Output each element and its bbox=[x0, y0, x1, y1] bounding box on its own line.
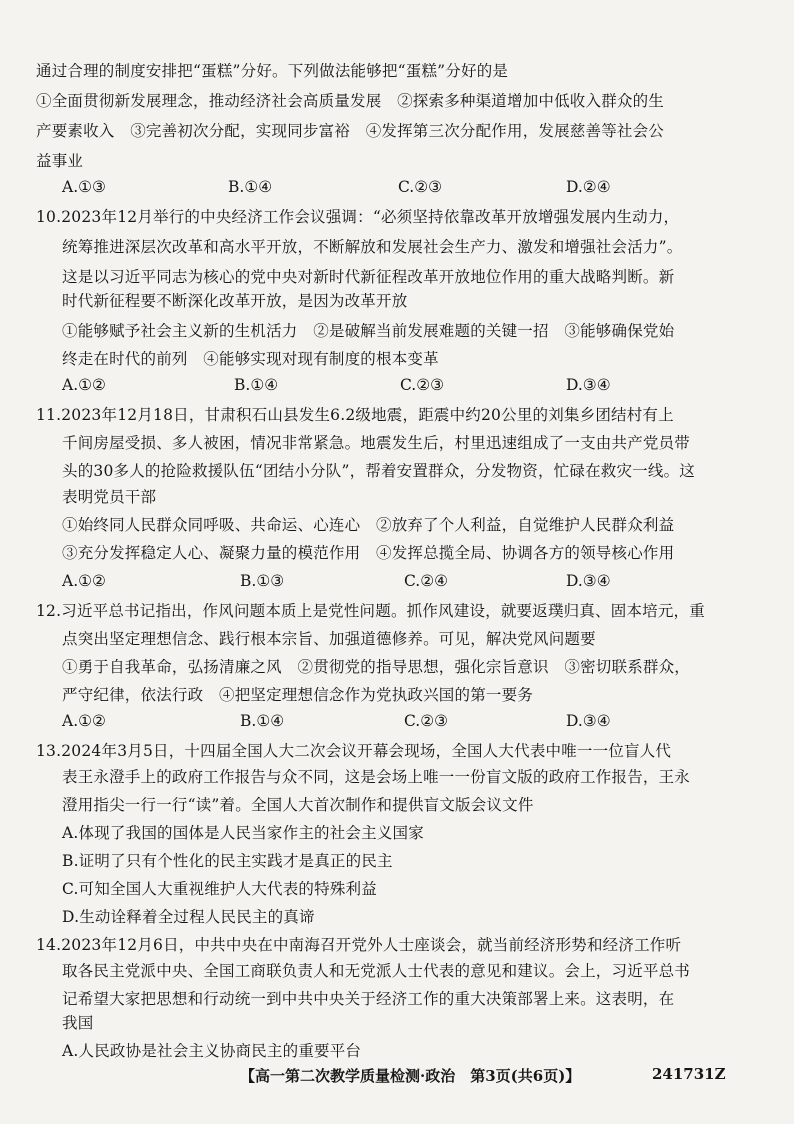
q10-stem-3: 这是以习近平同志为核心的党中央对新时代新征程改革开放地位作用的重大战略判断。新 bbox=[62, 268, 675, 286]
exam-code: 241731Z bbox=[652, 1065, 726, 1083]
q14-stem-4: 我国 bbox=[62, 1014, 94, 1032]
q13-stem-1: 13.2024年3月5日，十四届全国人大二次会议开幕会现场，全国人大代表中唯一一位盲人代 bbox=[36, 742, 672, 760]
q9-statement-3: 益事业 bbox=[36, 152, 84, 170]
q11-stem-1: 11.2023年12月18日，甘肃积石山县发生6.2级地震，距震中约20公里的刘集乡团结村有上 bbox=[36, 406, 674, 424]
q13-option-d: D.生动诠释着全过程人民民主的真谛 bbox=[62, 908, 315, 926]
q13-stem-3: 澄用指尖一行一行“读”着。全国人大首次制作和提供盲文版会议文件 bbox=[62, 796, 534, 814]
q14-stem-2: 取各民主党派中央、全国工商联负责人和无党派人士代表的意见和建议。会上，习近平总书 bbox=[62, 962, 691, 980]
q14-stem-1: 14.2023年12月6日，中共中央在中南海召开党外人士座谈会，就当前经济形势和经济工作听 bbox=[36, 936, 682, 954]
q12-option-d: D.③④ bbox=[566, 712, 611, 730]
q9-stem-tail: 通过合理的制度安排把“蛋糕”分好。下列做法能够把“蛋糕”分好的是 bbox=[36, 62, 509, 80]
q10-option-b: B.①④ bbox=[234, 376, 279, 394]
q12-option-a: A.①② bbox=[62, 712, 106, 730]
q10-statement-1: ①能够赋予社会主义新的生机活力 ②是破解当前发展难题的关键一招 ③能够确保党始 bbox=[62, 322, 675, 340]
q11-statement-1: ①始终同人民群众同呼吸、共命运、心连心 ②放弃了个人利益，自觉维护人民群众利益 bbox=[62, 516, 675, 534]
q10-stem-4: 时代新征程要不断深化改革开放，是因为改革开放 bbox=[62, 292, 408, 310]
q9-option-d: D.②④ bbox=[566, 178, 611, 196]
q10-option-c: C.②③ bbox=[400, 376, 445, 394]
q12-option-b: B.①④ bbox=[240, 712, 285, 730]
q9-option-a: A.①③ bbox=[62, 178, 106, 196]
page-footer: 【高一第二次教学质量检测·政治 第3页(共6页)】 bbox=[240, 1067, 581, 1085]
q11-option-a: A.①② bbox=[62, 572, 106, 590]
q14-option-a: A.人民政协是社会主义协商民主的重要平台 bbox=[62, 1042, 362, 1060]
q13-option-b: B.证明了只有个性化的民主实践才是真正的民主 bbox=[62, 852, 393, 870]
q11-option-c: C.②④ bbox=[404, 572, 449, 590]
q10-statement-2: 终走在时代的前列 ④能够实现对现有制度的根本变革 bbox=[62, 350, 439, 368]
q13-option-a: A.体现了我国的国体是人民当家作主的社会主义国家 bbox=[62, 824, 424, 842]
q11-stem-2: 千间房屋受损、多人被困，情况非常紧急。地震发生后，村里迅速组成了一支由共产党员带 bbox=[62, 434, 691, 452]
q13-stem-2: 表王永澄手上的政府工作报告与众不同，这是会场上唯一一份盲文版的政府工作报告，王永 bbox=[62, 768, 691, 786]
q13-option-c: C.可知全国人大重视维护人大代表的特殊利益 bbox=[62, 880, 377, 898]
q11-stem-3: 头的30多人的抢险救援队伍“团结小分队”，帮着安置群众，分发物资，忙碌在救灾一线。这 bbox=[62, 462, 695, 480]
q9-statement-2: 产要素收入 ③完善初次分配，实现同步富裕 ④发挥第三次分配作用，发展慈善等社会公 bbox=[36, 122, 665, 140]
q12-statement-1: ①勇于自我革命，弘扬清廉之风 ②贯彻党的指导思想，强化宗旨意识 ③密切联系群众， bbox=[62, 658, 691, 676]
q11-stem-4: 表明党员干部 bbox=[62, 488, 157, 506]
q11-option-d: D.③④ bbox=[566, 572, 611, 590]
q12-stem-2: 点突出坚定理想信念、践行根本宗旨、加强道德修养。可见，解决党风问题要 bbox=[62, 630, 596, 648]
q12-option-c: C.②③ bbox=[404, 712, 449, 730]
q9-option-c: C.②③ bbox=[398, 178, 443, 196]
q14-stem-3: 记希望大家把思想和行动统一到中共中央关于经济工作的重大决策部署上来。这表明，在 bbox=[62, 990, 675, 1008]
q12-stem-1: 12.习近平总书记指出，作风问题本质上是党性问题。抓作风建设，就要返璞归真、固本培元，重 bbox=[36, 602, 705, 620]
q10-option-a: A.①② bbox=[62, 376, 106, 394]
q11-statement-2: ③充分发挥稳定人心、凝聚力量的模范作用 ④发挥总揽全局、协调各方的领导核心作用 bbox=[62, 544, 675, 562]
q10-stem-1: 10.2023年12月举行的中央经济工作会议强调：“必须坚持依靠改革开放增强发展内生动力， bbox=[36, 208, 680, 226]
q11-option-b: B.①③ bbox=[240, 572, 285, 590]
q9-statement-1: ①全面贯彻新发展理念，推动经济社会高质量发展 ②探索多种渠道增加中低收入群众的生 bbox=[36, 92, 665, 110]
q10-option-d: D.③④ bbox=[566, 376, 611, 394]
q12-statement-2: 严守纪律，依法行政 ④把坚定理想信念作为党执政兴国的第一要务 bbox=[62, 686, 534, 704]
q9-option-b: B.①④ bbox=[228, 178, 273, 196]
q10-stem-2: 统筹推进深层次改革和高水平开放，不断解放和发展社会生产力、激发和增强社会活力”。 bbox=[62, 238, 683, 256]
